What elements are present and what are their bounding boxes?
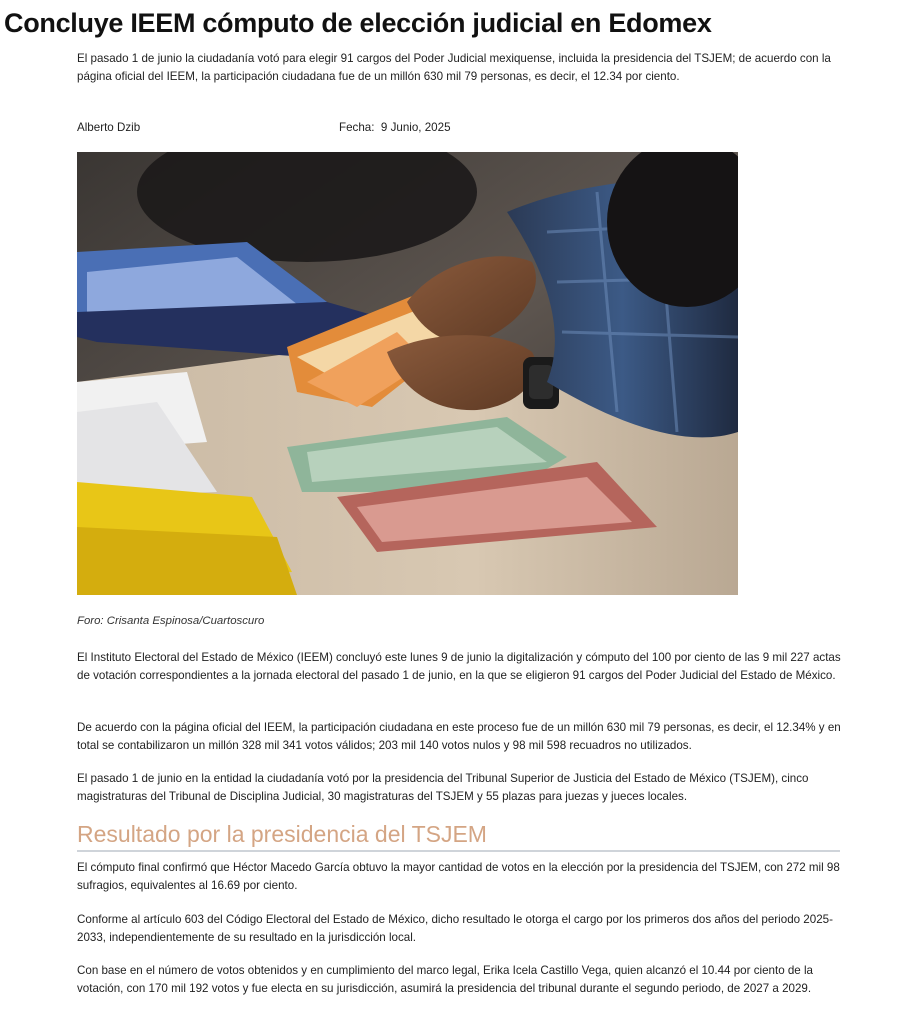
date-label: Fecha:: [339, 121, 375, 134]
article-lead: El pasado 1 de junio la ciudadanía votó para elegir 91 cargos del Poder Judicial mexiquense, incluida la presidencia del TSJEM; de acuerdo con la página oficial del IEEM, la participación ciudadana fue de un millón 630 mil 79 personas, es decir, el 12.34 por ciento.: [77, 52, 831, 83]
article-photo[interactable]: [77, 152, 738, 595]
author-name[interactable]: Alberto Dzib: [77, 121, 141, 134]
vote-counting-photo: [77, 152, 738, 595]
paragraph-4: El cómputo final confirmó que Héctor Macedo García obtuvo la mayor cantidad de votos en la elección por la presidencia del TSJEM, con 272 mil 98 sufragios, equivalentes al 16.69 por ciento.: [77, 861, 840, 892]
paragraph-5: Conforme al artículo 603 del Código Electoral del Estado de México, dicho resultado le otorga el cargo por los primeros dos años del periodo 2025-2033, independientemente de su resultado en la jurisdicción local.: [77, 913, 833, 944]
paragraph-1: El Instituto Electoral del Estado de México (IEEM) concluyó este lunes 9 de junio la digitalización y cómputo del 100 por ciento de las 9 mil 227 actas de votación correspondientes a la jornada electoral del pasado 1 de junio, en la que se eligieron 91 cargos del Poder Judicial del Estado de México.: [77, 651, 841, 682]
paragraph-3: El pasado 1 de junio en la entidad la ciudadanía votó por la presidencia del Tribunal Superior de Justicia del Estado de México (TSJEM), cinco magistraturas del Tribunal de Disciplina Judicial, 30 magistraturas del TSJEM y 55 plazas para juezas y jueces locales.: [77, 772, 809, 803]
article-title: Concluye IEEM cómputo de elección judicial en Edomex: [4, 8, 712, 38]
photo-caption: Foro: Crisanta Espinosa/Cuartoscuro: [77, 615, 265, 627]
publish-date: [339, 121, 451, 135]
paragraph-2: De acuerdo con la página oficial del IEEM, la participación ciudadana en este proceso fue de un millón 630 mil 79 personas, es decir, el 12.34% y en total se contabilizaron un millón 328 mil 341 votos válidos; 203 mil 140 votos nulos y 98 mil 598 recuadros no utilizados.: [77, 721, 841, 752]
date-value: 9 Junio, 2025: [380, 121, 451, 134]
paragraph-6: Con base en el número de votos obtenidos y en cumplimiento del marco legal, Erika Icela Castillo Vega, quien alcanzó el 10.44 por ciento de la votación, con 170 mil 192 votos y fue electa en su jurisdicción, asumirá la presidencia del tribunal durante el segundo periodo, de 2027 a 2029.: [77, 964, 813, 995]
section-heading: Resultado por la presidencia del TSJEM: [77, 819, 840, 852]
